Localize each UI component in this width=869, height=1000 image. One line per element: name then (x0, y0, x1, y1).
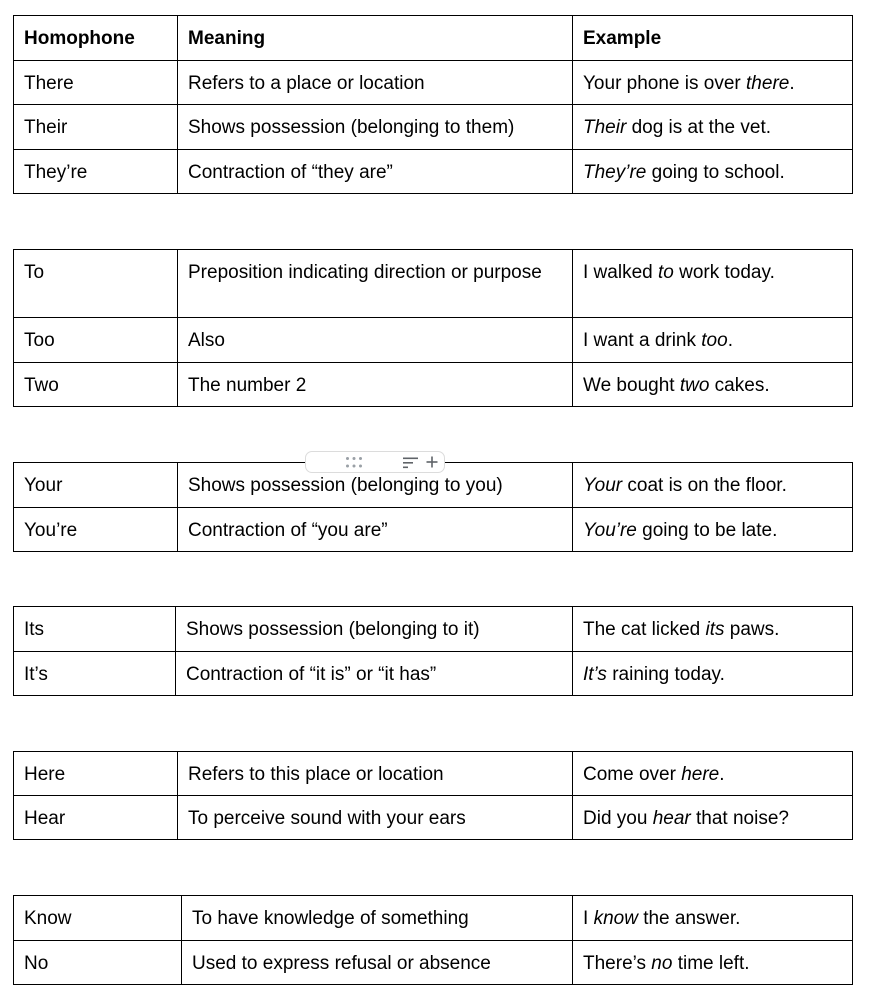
homophone-cell[interactable]: To (14, 250, 178, 318)
example-emphasis: to (657, 262, 674, 283)
example-cell[interactable] (573, 105, 853, 150)
example-text: I (583, 908, 594, 929)
table-row (14, 250, 853, 318)
meaning-cell[interactable]: Shows possession (belonging to it) (176, 607, 573, 652)
meaning-cell[interactable]: Also (178, 318, 573, 363)
homophone-cell[interactable]: Too (14, 318, 178, 363)
example-text: going to be late. (636, 520, 778, 541)
homophone-table-5 (13, 751, 853, 840)
homophone-table-1 (13, 15, 853, 194)
example-cell[interactable] (573, 508, 853, 552)
homophone-table-4 (13, 606, 853, 696)
example-cell[interactable] (573, 607, 853, 652)
example-text: Your phone is over (583, 73, 747, 94)
example-emphasis: no (651, 953, 673, 974)
homophone-cell[interactable]: Know (14, 896, 182, 941)
example-emphasis: too (701, 330, 728, 351)
homophone-cell[interactable]: No (14, 941, 182, 985)
example-emphasis: They’re (583, 162, 647, 183)
meaning-cell[interactable]: To perceive sound with your ears (178, 796, 573, 840)
table-row (14, 61, 853, 105)
example-text: cakes. (709, 375, 770, 396)
example-cell[interactable] (573, 796, 853, 840)
example-emphasis: know (593, 908, 638, 929)
example-emphasis: Your (583, 475, 623, 496)
header-example[interactable]: Example (573, 16, 853, 61)
table-row (14, 318, 853, 363)
table-row (14, 363, 853, 407)
example-emphasis: You’re (583, 520, 637, 541)
meaning-cell[interactable]: Contraction of “they are” (178, 150, 573, 194)
homophone-cell[interactable]: They’re (14, 150, 178, 194)
homophone-cell[interactable]: You’re (14, 508, 178, 552)
example-text: I walked (583, 262, 658, 283)
meaning-cell[interactable]: Contraction of “you are” (178, 508, 573, 552)
example-text: . (719, 764, 725, 785)
table-row (14, 896, 853, 941)
table-row (14, 508, 853, 552)
example-text: coat is on the floor. (622, 475, 787, 496)
sort-icon[interactable] (403, 457, 419, 469)
meaning-cell[interactable]: Refers to this place or location (178, 752, 573, 796)
example-cell[interactable] (573, 752, 853, 796)
example-text: that noise? (690, 808, 789, 829)
example-text: There’s (583, 953, 652, 974)
example-text: raining today. (606, 664, 725, 685)
table-row (14, 150, 853, 194)
example-emphasis: its (705, 619, 725, 640)
example-text: We bought (583, 375, 680, 396)
meaning-cell[interactable]: Shows possession (belonging to them) (178, 105, 573, 150)
example-text: going to school. (646, 162, 785, 183)
table-header-row (14, 16, 853, 61)
example-cell[interactable] (573, 250, 853, 318)
example-text: the answer. (637, 908, 741, 929)
homophone-cell[interactable]: Their (14, 105, 178, 150)
homophone-cell[interactable]: Two (14, 363, 178, 407)
example-cell[interactable] (573, 652, 853, 696)
example-emphasis: here (681, 764, 720, 785)
example-text: time left. (672, 953, 750, 974)
example-cell[interactable] (573, 941, 853, 985)
example-cell[interactable] (573, 363, 853, 407)
homophone-cell[interactable]: Its (14, 607, 176, 652)
table-row (14, 752, 853, 796)
table-row (14, 652, 853, 696)
example-text: work today. (673, 262, 775, 283)
example-cell[interactable] (573, 463, 853, 508)
meaning-cell[interactable]: The number 2 (178, 363, 573, 407)
example-emphasis: It’s (583, 664, 607, 685)
meaning-cell[interactable]: Used to express refusal or absence (182, 941, 573, 985)
example-emphasis: there (746, 73, 790, 94)
header-homophone[interactable]: Homophone (14, 16, 178, 61)
homophone-cell[interactable]: Your (14, 463, 178, 508)
homophone-table-3 (13, 462, 853, 552)
example-cell[interactable] (573, 896, 853, 941)
table-row (14, 105, 853, 150)
meaning-cell[interactable]: Shows possession (belonging to you) (178, 463, 573, 508)
drag-grip-icon[interactable] (345, 456, 363, 469)
homophone-table-6 (13, 895, 853, 985)
example-cell[interactable] (573, 318, 853, 363)
example-text: paws. (724, 619, 780, 640)
example-cell[interactable] (573, 61, 853, 105)
homophone-cell[interactable]: There (14, 61, 178, 105)
example-text: . (727, 330, 733, 351)
table-row (14, 607, 853, 652)
example-text: Did you (583, 808, 653, 829)
table-row (14, 796, 853, 840)
meaning-cell[interactable]: Contraction of “it is” or “it has” (176, 652, 573, 696)
example-text: dog is at the vet. (626, 117, 771, 138)
example-emphasis: two (679, 375, 710, 396)
example-emphasis: hear (652, 808, 691, 829)
example-text: The cat licked (583, 619, 706, 640)
example-text: I want a drink (583, 330, 702, 351)
meaning-cell[interactable]: Preposition indicating direction or purpose (178, 250, 573, 318)
table-row (14, 941, 853, 985)
homophone-cell[interactable]: Here (14, 752, 178, 796)
homophone-table-2 (13, 249, 853, 407)
homophone-cell[interactable]: Hear (14, 796, 178, 840)
meaning-cell[interactable]: Refers to a place or location (178, 61, 573, 105)
header-meaning[interactable]: Meaning (178, 16, 573, 61)
example-text: Come over (583, 764, 682, 785)
table-toolbar (305, 451, 445, 473)
meaning-cell[interactable]: To have knowledge of something (182, 896, 573, 941)
example-text: . (789, 73, 795, 94)
example-cell[interactable] (573, 150, 853, 194)
add-icon[interactable] (426, 456, 438, 468)
example-emphasis: Their (583, 117, 627, 138)
homophone-cell[interactable]: It’s (14, 652, 176, 696)
